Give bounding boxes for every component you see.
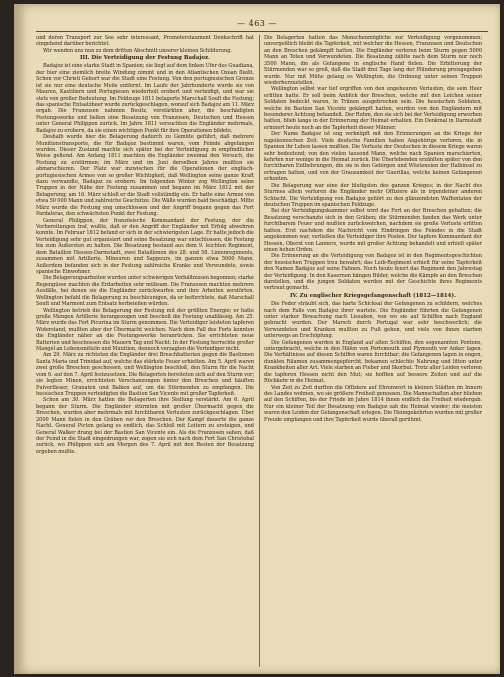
paragraph: Deshalb wurde hier die Belagerung dadurch zu Gemüte geführt, daß mehrere Munitionstransporte, die für Badajoz bestimmt waren, vom Feinde abgefangen wurden. Dieser Zustand machte sich später bei der Verteidigung in empfindlicher Weise geltend. Am Anfang 1811 machten die Engländer zweimal den Versuch, die Festung zu erstürmen; im März und im Juni derselben Jahres mußten sie abmarschieren. Der Platz war inzwischen für die Operationen der englisch-portugiesischen Armee von so großer Wichtigkeit, daß Wellington seine ganze Kraft dazu verwandte, Badajoz zu erobern. Im folgenden Winter zog Wellington seine Truppen in der Nähe der Festung zusammen und begann im März 1812 mit der Belagerung; am 16. März schloß er die Stadt vollständig ein. Er hatte eine Armee von etwa 50 000 Mann und zahlreiche Geschütze. Die Wälle wurden bald beschädigt. Mitte März wurde die Festung eng umschlossen und der Angriff begann gegen das Fort Pardaleras, den schwächsten Punkt der Festung. <box>36 134 254 218</box>
paragraph: Wellington betrieb die Belagerung der Festung mit der größten Energie; er hatte große Mengen Artillerie herangezogen und beschoß die Festung unablässig. Am 25. März wurde das Fort Picurina im Sturm genommen. Die Verteidiger leisteten tapferen Widerstand, mußten aber der Übermacht weichen. Nach dem Fall des Forts konnten die Engländer näher an die Festungswerke heranrücken. Sie errichteten neue Batterien und beschossen die Mauern Tag und Nacht. In der Festung herrschte großer Mangel an Lebensmitteln und Munition, dennoch verzagten die Verteidiger nicht. <box>36 307 254 353</box>
paragraph: Die Gefangenen wurden in England auf alten Schiffen, den sogenannten Pontons, untergebracht, welche in den Häfen von Portsmouth und Plymouth vor Anker lagen. Die Verhältnisse auf diesen Schiffen waren furchtbar; die Gefangenen lagen in engen, dunklen Räumen zusammengepfercht, bekamen schlechte Nahrung und litten unter Krankheiten aller Art. Viele starben an Fieber und Skorbut. Trotz aller Leiden verloren die tapferen Hessen nicht den Mut; sie hofften auf bessere Zeiten und auf die Rückkehr in die Heimat. <box>264 339 482 385</box>
paragraph: Am 29. März zu richteten die Engländer drei Breschbatterien gegen die Bastionen Santa Maria und Trinidad auf, welche das stärkste Feuer erhielten. Am 5. April waren zwei große Breschen geschossen, und Wellington beschloß, den Sturm für die Nacht vom 6. auf den 7. April festzusetzen. Die Belagerten bereiteten sich auf den Sturm vor; sie legten Minen, errichteten Verschanzungen hinter den Breschen und häuften Pulverfässer, Granaten und Balken auf, um die Stürmenden zu empfangen. Die hessischen Truppen verteidigten die Bastion San Vicente mit großer Tapferkeit. <box>36 352 254 397</box>
paragraph: Die Belagerungsarbeiten wurden unter schwierigen Verhältnissen begonnen; starke Regengüsse machten die Erdarbeiten sehr mühsam. Die Franzosen machten mehrere Ausfälle, bei denen sie die Engländer zurückwarfen und ihre Arbeiten zerstörten. Wellington befahl die Belagerung zu beschleunigen, da er befürchtete, daß Marschall Soult und Marmont zum Entsatz herbeieilen würden. <box>36 275 254 308</box>
paragraph: Wir wenden uns nun zu dem dritten Abschnitt unserer kleinen Schilderung. <box>43 47 232 54</box>
column-divider <box>259 35 260 667</box>
left-column <box>36 35 254 667</box>
section-heading: IV. Zu englischer Kriegsgefangenschaft (1812—1814). <box>289 292 457 299</box>
paragraph: Schon am 30. März hatten die Belagerten ihre Stellung verstärkt. Am 6. April begann der Sturm. Die Engländer stürmten mit großer Übermacht gegen die Breschen, wurden aber mehrmals mit furchtbaren Verlusten zurückgeschlagen. Über 2000 Mann fielen in den Gräben vor den Breschen. Der Kampf dauerte die ganze Nacht. General Picton gelang es endlich, das Schloß mit Leitern zu ersteigen, und General Walker drang bei der Bastion San Vicente ein. Als die Franzosen sahen, daß der Feind in die Stadt eingedrungen war, zogen sie sich nach dem Fort San Christobal zurück, wo Philippon sich am Morgen des 7. April mit den Resten der Besatzung ergeben mußte. <box>36 397 254 455</box>
paragraph: Die Feder sträubt sich, das harte Schicksal der Gefangenen zu schildern, welches nach dem Falle von Badajoz ihrer wartete. Die Engländer führten die Gefangenen unter starker Bewachung nach Lissabon, von wo sie auf Schiffen nach England gebracht wurden. Der Marsch durch Portugal war sehr beschwerlich; die Verwundeten und Kranken mußten zu Fuß gehen, und viele von ihnen starben unterwegs an Erschöpfung. <box>264 301 482 340</box>
paragraph: Wellington selbst war tief ergriffen von den ungeheuren Verlusten, die sein Heer erlitten hatte. Er soll beim Anblick der Breschen, welche mit den Leichen seiner Soldaten bedeckt waren, in Tränen ausgebrochen sein. Die hessischen Soldaten, welche im Bastion San Vicente gekämpft hatten, wurden von den Engländern mit besonderer Achtung behandelt. Der Ruhm, den sie sich bei der Verteidigung erworben hatten, blieb lange in der Erinnerung der Heimat erhalten. Ein Denkmal in Darmstadt erinnert heute noch an die Tapferkeit dieser Männer. <box>264 86 482 131</box>
paragraph: und deren Transport zur See sehr interessant, Prometerstaument Denkschrift hat eingehend darüber berichtet. <box>36 35 254 48</box>
paragraph: Bei der Verteidigungskammer selbst wird das Fort an der Breschen gehalten; die Besatzung verschanzte sich in den Gräben; die Stürmenden fanden das Werk unter furchtbarem Feuer und mußten zurückweichen, nachdem sie große Verluste erlitten hatten. Erst nachdem die Nachricht vom Eindringen des Feindes in die Stadt angekommen war, verließen die Verteidiger ihre Posten. Der tapfere Kommandant der Hessen, Oberst von Lanners, wurde mit großer Achtung behandelt und erhielt später einen hohen Orden. <box>264 208 482 253</box>
paragraph: General Philippon, der französische Kommandant der Festung, der die Vorbereitungen traf, wußte, daß er den Angriff der Engländer mit Erfolg abwehren konnte. Im Februar 1812 befand er sich in der schwierigsten Lage. Er hatte jedoch die Verteidigung sehr gut organisiert und seine Besatzung war entschlossen, die Festung bis zum Äußersten zu halten. Die Besatzung bestand aus dem 9. leichten Regiment, dem Bataillon Hessen-Darmstadt, zwei Bataillonen des 28. und 58. Linienregiments, zusammen mit Artillerie, Mineuren und Sappeurs, im ganzen etwa 5000 Mann. Außerdem befanden sich in der Festung zahlreiche Kranke und Verwundete, sowie spanische Einwohner. <box>36 217 254 275</box>
paragraph: Von Zeit zu Zeit durften die Offiziere auf Ehrenwort in kleinen Städten im Innern des Landes wohnen, wo sie größere Freiheit genossen. Die Mannschaften aber blieben auf den Schiffen, bis der Friede im Jahre 1814 ihnen endlich die Freiheit wiedergab. Nur ein kleiner Teil der Besatzung von Badajoz sah die Heimat wieder; die meisten waren den Leiden der Gefangenschaft erlegen. Die Heimgekehrten wurden mit großer Freude empfangen und ihre Tapferkeit wurde überall gerühmt. <box>264 384 482 423</box>
paragraph: Die Belagerten hatten das Menschenmögliche zur Verteidigung vorgenommen; unvergeßlich bleibt die Tapferkeit, mit welcher die Hessen, Franzosen und Deutschen an den Breschen gekämpft hatten. Die Engländer verloren beim Sturm gegen 5000 Mann an Toten und Verwundeten. Die Besatzung zählte nach dem Sturm nur noch 3500 Mann, die als Gefangene in englische Hand fielen. Die Erbitterung der Stürmenden war so groß, daß die Stadt drei Tage lang der Plünderung preisgegeben wurde. Nur mit Mühe gelang es Wellington, die Ordnung unter seinen Truppen wiederherzustellen. <box>264 35 482 86</box>
paragraph: Der Name Badajoz ist eng verknüpft mit den Erinnerungen an die Kriege der napoleonischen Zeit. Viele deutsche Familien haben Angehörige verloren, die in Spanien ihr Leben lassen mußten. Die Verluste der Deutschen in diesem Kriege waren sehr bedeutend; von den vielen tausend Mann, welche nach Spanien marschierten, kehrten nur wenige in die Heimat zurück. Die Überlebenden erzählten später von den furchtbaren Entbehrungen, die sie in den Gebirgen und Wüsteneien der Halbinsel zu ertragen hatten, und von der Grausamkeit der Guerillas, welche keinen Gefangenen schonten. <box>264 131 482 183</box>
paragraph: Die Erinnerung an die Verteidigung von Badajoz ist in den Regimentsgeschichten der hessischen Truppen treu bewahrt; das Leib-Regiment erhielt für seine Tapferkeit den Namen Badajoz auf seine Fahnen. Noch heute feiert das Regiment den Jahrestag der Verteidigung. In den Kasernen hängen Bilder, welche die Kämpfe an den Breschen darstellen, und die jungen Soldaten werden mit der Geschichte ihres Regiments vertraut gemacht. <box>264 253 482 292</box>
right-column <box>264 35 482 667</box>
section-heading: III. Die Verteidigung der Festung Badajoz. <box>79 55 211 62</box>
paragraph: Die Belagerung war eine der blutigsten des ganzen Krieges; in der Nacht des Sturmes allein verloren die Engländer mehr Offiziere als in irgendeiner anderen Schlacht. Die Verteidigung von Badajoz gehört zu den glänzendsten Waffentaten der deutschen Truppen im spanischen Feldzuge. <box>264 182 482 208</box>
header-rule <box>36 31 488 32</box>
paragraph: Badajoz ist eine starke Stadt in Spanien; sie liegt auf dem linken Ufer des Guadiana, der hier eine ziemlich breite Windung nimmt und in den Atlantischen Ozean fließt. Schon vor Christi Geburt war die Stadt eine Festung. Von den portugiesischen Grenze ist sie nur eine deutsche Meile entfernt. Im Laufe der Jahrhunderte wurde sie von Mauren, Kastiliern und Portugiesen wiederholt erobert und verteidigt, und war sie stets von großer Bedeutung. Im Feldzuge 1811 belagerte Marschall Soult die Festung; das spanische Entsatzheer wurde zurückgeschlagen, worauf sich Badajoz am 11. März ergab. Die Franzosen nahmen Besitz, verstärkten aber, die beschädigten Festungswerke und ließen eine Besatzung von Franzosen, Deutschen und Hessen unter General Philippon zurück. Im Jahre 1811 versuchten die Engländer mehrmals, Badajoz zu erobern, da sie einen wichtigen Punkt für ihre Operationen bildete. <box>36 63 254 134</box>
page-number: — 463 — <box>237 19 277 28</box>
book-page <box>14 4 500 674</box>
